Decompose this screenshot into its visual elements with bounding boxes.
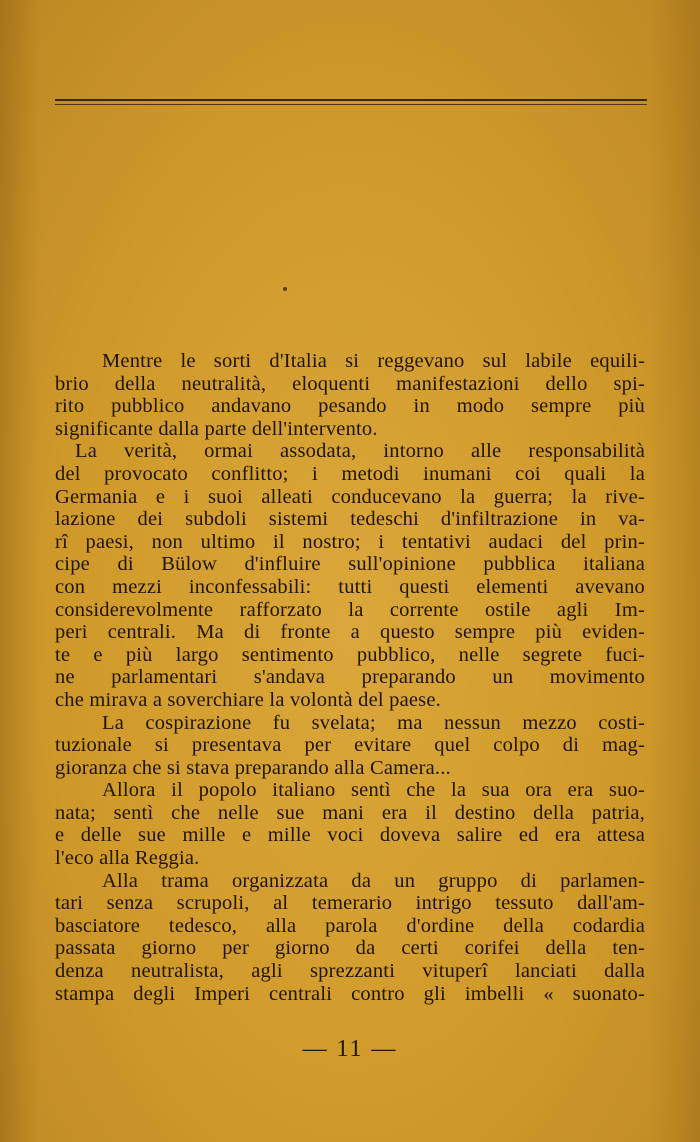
text-line: tari senza scrupoli, al temerario intrigo tessuto dall'am- (55, 892, 645, 915)
text-line: con mezzi inconfessabili: tutti questi elementi avevano (55, 575, 645, 598)
text-line: che mirava a soverchiare la volontà del paese. (55, 688, 441, 711)
text-line: tuzionale si presentava per evitare quel colpo di mag- (55, 734, 645, 757)
text-line: significante dalla parte dell'intervento. (55, 417, 378, 440)
text-line: La verità, ormai assodata, intorno alle responsabilità (75, 440, 645, 463)
text-line: denza neutralista, agli sprezzanti vituperî lanciati dalla (55, 960, 645, 983)
text-line: e delle sue mille e mille voci doveva salire ed era attesa (55, 824, 645, 847)
text-line: rî paesi, non ultimo il nostro; i tentativi audaci del prin- (55, 530, 645, 553)
ink-speck (283, 287, 287, 291)
header-rule (55, 99, 647, 101)
text-line: ne parlamentari s'andava preparando un movimento (55, 666, 645, 689)
page-number: — 11 — (302, 1036, 398, 1062)
text-line: cipe di Bülow d'influire sull'opinione pubblica italiana (55, 553, 645, 576)
text-line: Germania e i suoi alleati conducevano la guerra; la rive- (55, 485, 645, 508)
text-line: Alla trama organizzata da un gruppo di parlamen- (102, 869, 645, 892)
text-line: Mentre le sorti d'Italia si reggevano sul labile equili- (102, 350, 645, 372)
text-line: considerevolmente rafforzato la corrente ostile agli Im- (55, 598, 645, 621)
text-line: rito pubblico andavano pesando in modo sempre più (55, 395, 645, 418)
text-line: peri centrali. Ma di fronte a questo sempre più eviden- (55, 621, 645, 644)
text-line: del provocato conflitto; i metodi inumani coi quali la (55, 462, 645, 485)
text-line: brio della neutralità, eloquenti manifestazioni dello spi- (55, 372, 645, 395)
header-rule-thin (55, 104, 647, 105)
text-line: te e più largo sentimento pubblico, nelle segrete fuci- (55, 643, 645, 666)
text-line: La cospirazione fu svelata; ma nessun mezzo costi- (102, 711, 645, 734)
text-line: l'eco alla Reggia. (55, 847, 200, 870)
text-line: passata giorno per giorno da certi corifei della ten- (55, 937, 645, 960)
body-text (55, 350, 645, 1005)
text-line: lazione dei subdoli sistemi tedeschi d'infiltrazione in va- (55, 508, 645, 531)
text-line: stampa degli Imperi centrali contro gli imbelli « suonato- (55, 982, 645, 1005)
text-line: basciatore tedesco, alla parola d'ordine della codardia (55, 914, 645, 937)
text-line: gioranza che si stava preparando alla Camera... (55, 756, 451, 779)
text-line: nata; sentì che nelle sue mani era il destino della patria, (55, 801, 645, 824)
text-line: Allora il popolo italiano sentì che la sua ora era suo- (102, 779, 645, 802)
